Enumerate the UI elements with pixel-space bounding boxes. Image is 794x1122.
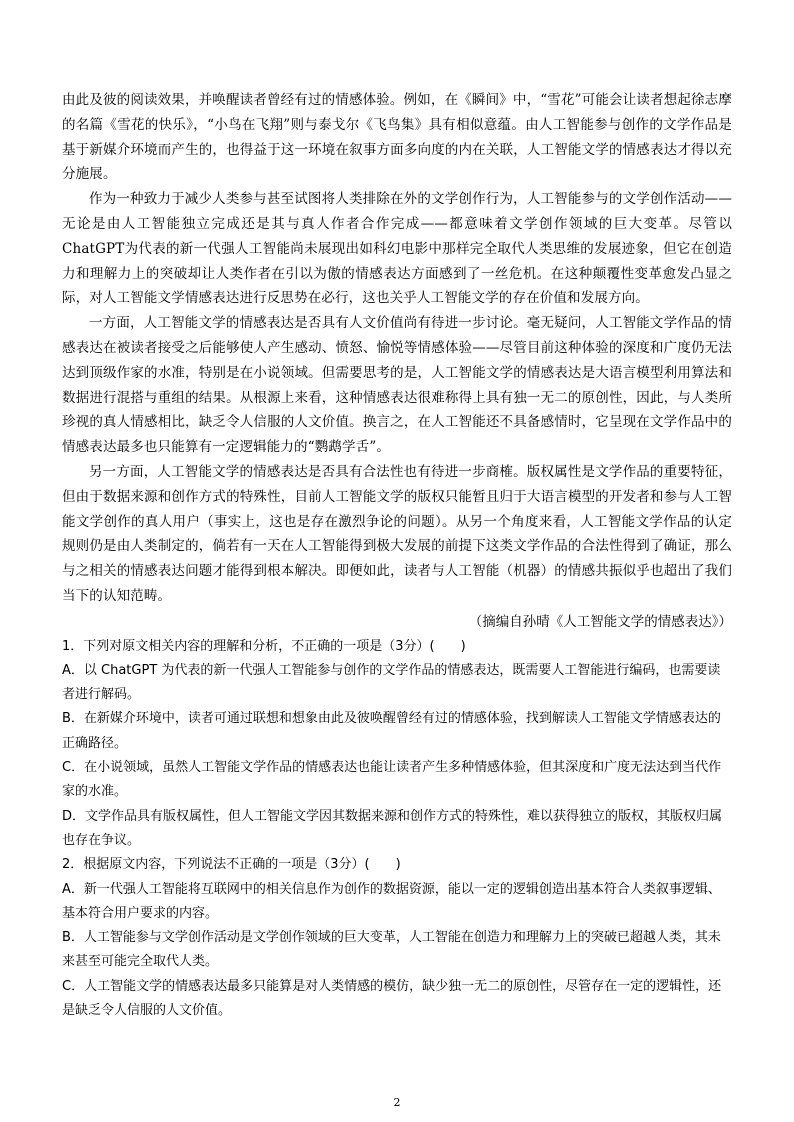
- passage-paragraph-4: 另一方面，人工智能文学的情感表达是否具有合法性也有待进一步商榷。版权属性是文学作品的重要特征，但由于数据来源和创作方式的特殊性，目前人工智能文学的版权只能暂且归于大语言模型的开发者和参与人工智能文学创作的真人用户（事实上，这也是存在激烈争论的问题）。从另一个角度来看，人工智能文学作品的认定规则仍是由人类制定的，倘若有一天在人工智能得到极大发展的前提下这类文学作品的合法性得到了确证，那么与之相关的情感表达问题才能得到根本解决。即便如此，读者与人工智能（机器）的情感共振似乎也超出了我们当下的认知范畴。: [62, 463, 732, 604]
- question-1-option-d: D．文学作品具有版权属性，但人工智能文学因其数据来源和创作方式的特殊性，难以获得独立的版权，其版权归属也存在争议。: [62, 808, 723, 848]
- passage-paragraph-2: 作为一种致力于减少人类参与甚至试图将人类排除在外的文学创作行为，人工智能参与的文学创作活动——无论是由人工智能独立完成还是其与真人作者合作完成——都意味着文学创作领域的巨大变革。尽管以ChatGPT为代表的新一代强人工智能尚未展现出如科幻电影中那样完全取代人类思维的发展迹象，但它在创造力和理解力上的突破却让人类作者在引以为傲的情感表达方面感到了一丝危机。在这种颠覆性变革愈发凸显之际，对人工智能文学情感表达进行反思势在必行，这也关乎人工智能文学的存在价值和发展方向。: [62, 191, 732, 307]
- question-1: [62, 635, 732, 854]
- question-2-option-c: C．人工智能文学的情感表达最多只能算是对人类情感的模仿，缺少独一无二的原创性，尽管存在一定的逻辑性，还是缺乏令人信服的人文价值。: [62, 978, 722, 1018]
- question-1-option-b: B．在新媒介环境中，读者可通过联想和想象由此及彼唤醒曾经有过的情感体验，找到解读人工智能文学情感表达的正确路径。: [62, 711, 721, 751]
- question-2-option-a: A．新一代强人工智能将互联网中的相关信息作为创作的数据资源，能以一定的逻辑创造出基本符合人类叙事逻辑、基本符合用户要求的内容。: [62, 881, 721, 921]
- question-1-option-c: C．在小说领域，虽然人工智能文学作品的情感表达也能让读者产生多种情感体验，但其深度和广度无法达到当代作家的水准。: [62, 760, 722, 800]
- question-2-option-b: B．人工智能参与文学创作活动是文学创作领域的巨大变革，人工智能在创造力和理解力上的突破已超越人类，其未来甚至可能完全取代人类。: [62, 930, 721, 970]
- question-1-stem: 1．下列对原文相关内容的理解和分析，不正确的一项是（3分）( ): [62, 638, 466, 654]
- question-1-option-a: A．以 ChatGPT 为代表的新一代强人工智能参与创作的文学作品的情感表达，既需要人工智能进行编码，也需要读者进行解码。: [62, 662, 721, 703]
- passage-paragraph-3: 一方面，人工智能文学的情感表达是否具有人文价值尚有待进一步讨论。毫无疑问，人工智能文学作品的情感表达在被读者接受之后能够使人产生感动、愤怒、愉悦等情感体验——尽管目前这种体验的深度和广度仍无法达到顶级作家的水准，特别是在小说领域。但需要思考的是，人工智能文学的情感表达是大语言模型利用算法和数据进行混搭与重组的结果。从根源上来看，这种情感表达很难称得上具有独一无二的原创性，因此，与人类所珍视的真人情感相比，缺乏令人信服的人文价值。换言之，在人工智能还不具备感情时，它呈现在文学作品中的情感表达最多也只能算有一定逻辑能力的“鹦鹉学舌”。: [62, 315, 732, 456]
- passage-source: （摘编自孙晴《人工智能文学的情感表达》）: [468, 613, 732, 630]
- question-2-stem: 2．根据原文内容，下列说法不正确的一项是（3分）( ): [62, 857, 401, 873]
- passage-paragraph-1: 由此及彼的阅读效果，并唤醒读者曾经有过的情感体验。例如，在《瞬间》中，“雪花”可能会让读者想起徐志摩的名篇《雪花的快乐》，“小鸟在飞翔”则与泰戈尔《飞鸟集》具有相似意蕴。由人工智能参与创作的文学作品是基于新媒介环境而产生的，也得益于这一环境在叙事方面多向度的内在关联，人工智能文学的情感表达才得以充分施展。: [62, 92, 732, 183]
- exam-page-content: [62, 88, 732, 1023]
- page-number: 2: [393, 1096, 401, 1109]
- question-2: [62, 853, 732, 1023]
